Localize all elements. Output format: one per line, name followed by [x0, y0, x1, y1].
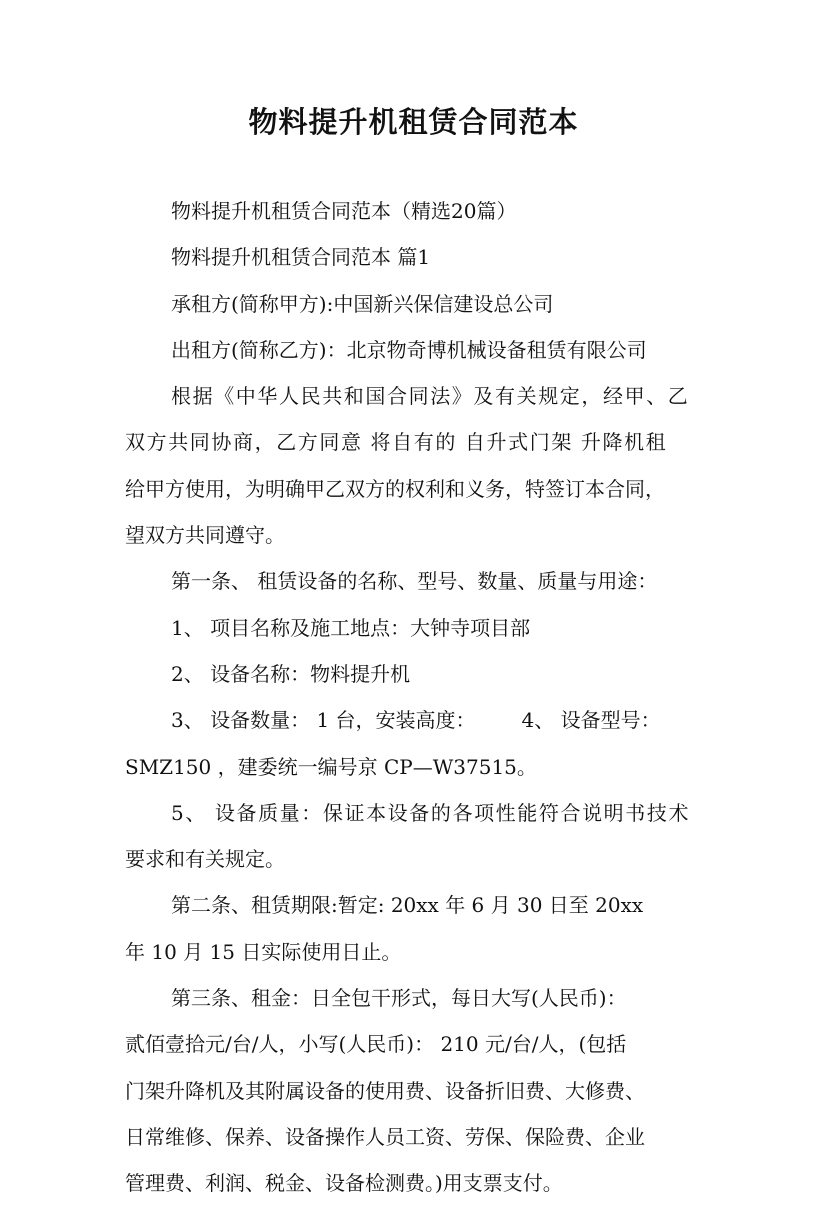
paragraph-line: 门架升降机及其附属设备的使用费、设备折旧费、大修费、 — [125, 1078, 645, 1103]
paragraph-line: 日常维修、保养、设备操作人员工资、劳保、保险费、企业 — [125, 1124, 645, 1149]
paragraph-line: 年 10 月 15 日实际使用日止。 — [125, 939, 402, 964]
paragraph-line: 双方共同协商，乙方同意 将自有的 自升式门架 升降机租 — [125, 430, 668, 455]
paragraph-line: 第三条、租金：日全包干形式，每日大写(人民币)： — [171, 986, 627, 1011]
paragraph-line: 出租方(简称乙方)：北京物奇博机械设备租赁有限公司 — [171, 337, 647, 362]
paragraph-line: 管理费、利润、税金、设备检测费。)用支票支付。 — [125, 1171, 563, 1196]
paragraph-line: 贰佰壹拾元/台/人，小写(人民币)： 210 元/台/人，(包括 — [125, 1032, 627, 1057]
paragraph-line — [125, 705, 715, 751]
document-body — [125, 196, 715, 1215]
paragraph-line: 5、 设备质量：保证本设备的各项性能符合说明书技术 — [171, 800, 691, 825]
paragraph-line: 给甲方使用，为明确甲乙双方的权利和义务，特签订本合同， — [125, 476, 665, 501]
paragraph-line: 根据《中华人民共和国合同法》及有关规定，经甲、乙 — [171, 384, 690, 409]
equipment-quantity-text: 3、 设备数量： 1 台，安装高度： — [171, 708, 476, 733]
paragraph-line: SMZ150 ，建委统一编号京 CP—W37515。 — [125, 754, 537, 779]
paragraph-line: 物料提升机租赁合同范本 篇1 — [171, 245, 431, 270]
paragraph-line: 承租方(简称甲方):中国新兴保信建设总公司 — [171, 291, 554, 316]
equipment-model-text: 4、 设备型号： — [521, 708, 661, 733]
paragraph-line: 第二条、租赁期限:暂定: 20xx 年 6 月 30 日至 20xx — [171, 893, 644, 918]
paragraph-line: 物料提升机租赁合同范本（精选20篇） — [171, 199, 517, 223]
paragraph-line: 第一条、 租赁设备的名称、型号、数量、质量与用途： — [171, 569, 658, 594]
paragraph-line: 2、 设备名称：物料提升机 — [171, 661, 411, 686]
paragraph-line: 1、 项目名称及施工地点：大钟寺项目部 — [171, 615, 531, 640]
document-title: 物料提升机租赁合同范本 — [248, 105, 579, 139]
paragraph-line: 望双方共同遵守。 — [125, 523, 285, 548]
paragraph-line: 要求和有关规定。 — [125, 847, 285, 872]
